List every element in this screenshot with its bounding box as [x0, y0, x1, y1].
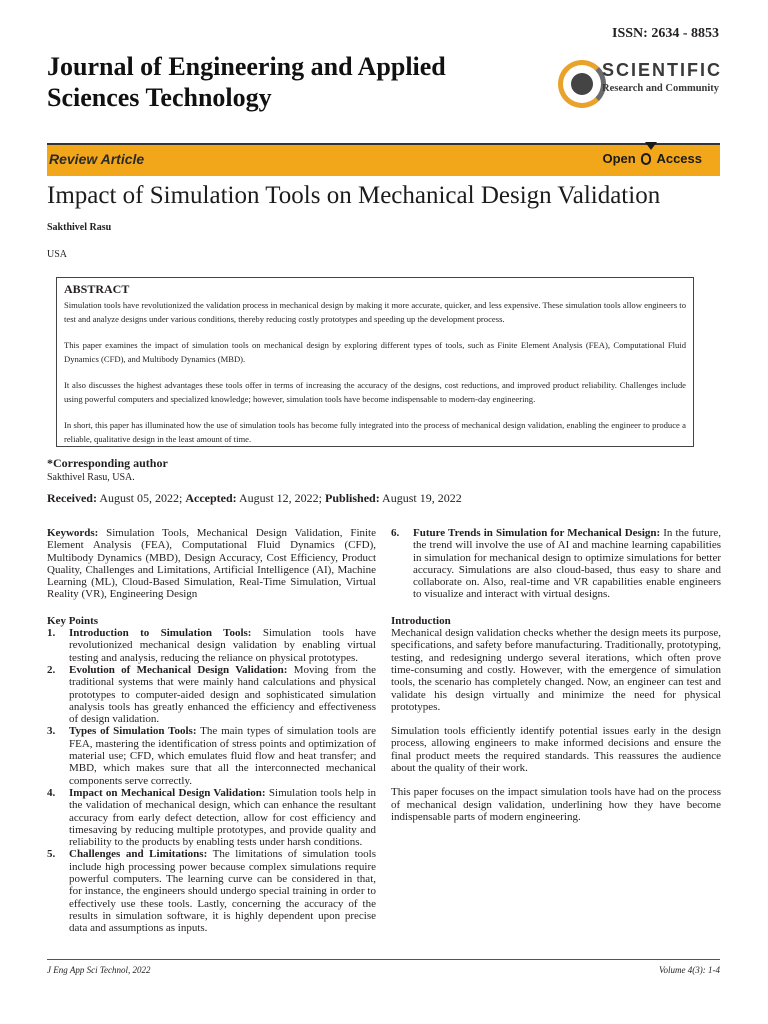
key-point-item [47, 627, 376, 664]
open-lock-icon [641, 153, 651, 165]
introduction-paragraph: This paper focuses on the impact simulation tools have had on the process of mechanical design validation, underlining how they have become indispensable parts of modern engineering. [391, 786, 721, 823]
footer-volume: Volume 4(3): 1-4 [659, 965, 720, 975]
abstract-paragraph: In short, this paper has illuminated how the use of simulation tools has become fully integrated into the process of mechanical design validation, enabling the engineer to produce a reliable, qualitative design in the least amount of time. [64, 420, 686, 444]
keywords-label: Keywords: [47, 527, 99, 539]
key-point-lead: Impact on Mechanical Design Validation: [69, 786, 266, 799]
open-access-marker-icon [645, 142, 657, 150]
key-point-lead: Challenges and Limitations: [69, 848, 208, 861]
key-point-item [47, 848, 376, 934]
journal-title: Journal of Engineering and Applied Sciences Technology [47, 52, 446, 112]
corresponding-author-heading: *Corresponding author [47, 456, 168, 470]
left-column [47, 527, 376, 935]
key-point-text: Simulation tools have revolutionized mechanical design validation by enabling virtual testing and analysis, reducing the reliance on physical prototypes. [69, 627, 377, 664]
keywords-text: Simulation Tools, Mechanical Design Validation, Finite Element Analysis (FEA), Computational Fluid Dynamics (CFD), Multibody Dynamics (MBD), Design Accuracy, Cost Efficiency, Product Quality, Challenges and Limitations, Artificial Intelligence (AI), Machine Learning (ML), Cloud-Based Simulation, Real-Time Simulation, Virtual Reality (VR), Engineering Design [47, 527, 376, 601]
issn: ISSN: 2634 - 8853 [612, 26, 719, 41]
key-point-text: Moving from the traditional systems that were mainly hand calculations and physical prototypes to computer-aided design and sophisticated simulation analysis tools has greatly enhanced the efficiency and effectiveness of design validation. [69, 663, 376, 726]
accepted-date: August 12, 2022; [239, 491, 323, 505]
received-date: August 05, 2022; [99, 491, 183, 505]
footer-rule [47, 959, 720, 960]
key-point-lead: Types of Simulation Tools: [69, 725, 197, 738]
key-point-text: The limitations of simulation tools include high processing power because complex simulations require powerful computers. The learning curve can be considered in that, for instance, the engineers should undergo special training in order to effectively use these tools. Lastly, concerning the accuracy of the results in simulation software, it is highly dependent upon precise data and assumptions as inputs. [69, 848, 376, 935]
introduction-paragraph: Mechanical design validation checks whether the design meets its purpose, specifications, and safety before manufacturing. Traditionally, prototyping, testing, and redesigning undergo several iterations, which often prove time-consuming and costly. However, with the emergence of simulation tools, the scenario has completely changed. Now, an engineer can test and validate his design virtually and minimize the need for physical prototypes. [391, 627, 721, 713]
corresponding-author-details: Sakthivel Rasu, USA. [47, 472, 135, 483]
publication-dates [47, 491, 462, 506]
abstract-heading: ABSTRACT [64, 282, 130, 296]
key-point-number: 4. [47, 786, 56, 799]
abstract-paragraph: It also discusses the highest advantages these tools offer in terms of increasing the accuracy of the designs, cost reductions, and improved product reliability. Challenges include using powerful computers and specialized knowledge; however, simulation tools have become indispensable to modern-day engineering. [64, 380, 686, 404]
key-point-lead: Introduction to Simulation Tools: [69, 627, 252, 640]
key-point-lead: Future Trends in Simulation for Mechanical Design: [413, 527, 661, 539]
published-label: Published: [325, 491, 380, 505]
logo-wordmark: SCIENTIFIC [602, 60, 723, 80]
article-title: Impact of Simulation Tools on Mechanical Design Validation [47, 182, 661, 209]
key-point-number: 6. [391, 527, 400, 539]
author-name: Sakthivel Rasu [47, 222, 112, 233]
banner-rule [47, 143, 720, 145]
key-point-text: In the future, the trend will involve the use of AI and machine learning capabilities in simulation for mechanical design to optimize simulations for better accuracy. Simulations are also cloud-based, thus easy to share and collaborate on. Also, real-time and VR capabilities enable engineers to visualize and interact with virtual designs. [413, 527, 722, 601]
introduction-paragraph: Simulation tools efficiently identify potential issues early in the design process, allowing engineers to make informed decisions and ensure the final product meets the required standards. This reassures the audience about the quality of their work. [391, 725, 721, 775]
right-column [391, 527, 721, 835]
accepted-label: Accepted: [185, 491, 237, 505]
key-point-lead: Evolution of Mechanical Design Validation: [69, 663, 288, 676]
keywords [47, 527, 376, 601]
key-points-list [47, 627, 376, 934]
key-points-heading: Key Points [47, 614, 99, 627]
author-affiliation: USA [47, 249, 68, 260]
open-access-label [602, 151, 702, 166]
open-access-word-1: Open [602, 151, 636, 166]
received-label: Received: [47, 491, 97, 505]
key-point-item [47, 787, 376, 848]
key-point-number: 5. [47, 848, 56, 861]
key-point-number: 2. [47, 663, 56, 676]
open-access-word-2: Access [656, 151, 702, 166]
logo-subtitle: Research and Community [602, 83, 720, 94]
key-point-number: 1. [47, 627, 56, 640]
logo-emblem-icon [558, 60, 606, 108]
key-point-text: The main types of simulation tools are FEA, mastering the identification of stress points and optimization of material use; CFD, which emulates fluid flow and heat transfer; and MBD, which makes sure that all the interconnected mechanical components serve correctly. [69, 725, 376, 787]
publisher-logo [558, 58, 728, 110]
key-point-text: Simulation tools help in the validation of mechanical design, which can enhance the resultant accuracy from early defect detection, allow for cost efficiency and timesaving by reducing multiple prototypes, and provide quality and reliability to the products by enabling tests under harsh conditions. [69, 786, 377, 849]
abstract-paragraph: This paper examines the impact of simulation tools on mechanical design by exploring different types of tools, such as Finite Element Analysis (FEA), Computational Fluid Dynamics (CFD), and Multibody Dynamics (MBD). [64, 340, 686, 364]
abstract-box [56, 277, 694, 447]
key-point-item [391, 527, 721, 601]
article-type: Review Article [49, 151, 145, 167]
key-point-item [47, 725, 376, 786]
published-date: August 19, 2022 [382, 491, 462, 505]
key-points-list-continued [391, 527, 721, 601]
key-point-number: 3. [47, 725, 56, 738]
key-point-item [47, 664, 376, 725]
abstract-paragraph: Simulation tools have revolutionized the validation process in mechanical design by making it more accurate, quicker, and less expensive. These simulation tools allow engineers to test and analyze designs under various conditions, thereby reducing costly prototypes and speeding up the development process. [64, 300, 686, 324]
introduction-heading: Introduction [391, 614, 451, 627]
footer-citation: J Eng App Sci Technol, 2022 [47, 965, 151, 975]
